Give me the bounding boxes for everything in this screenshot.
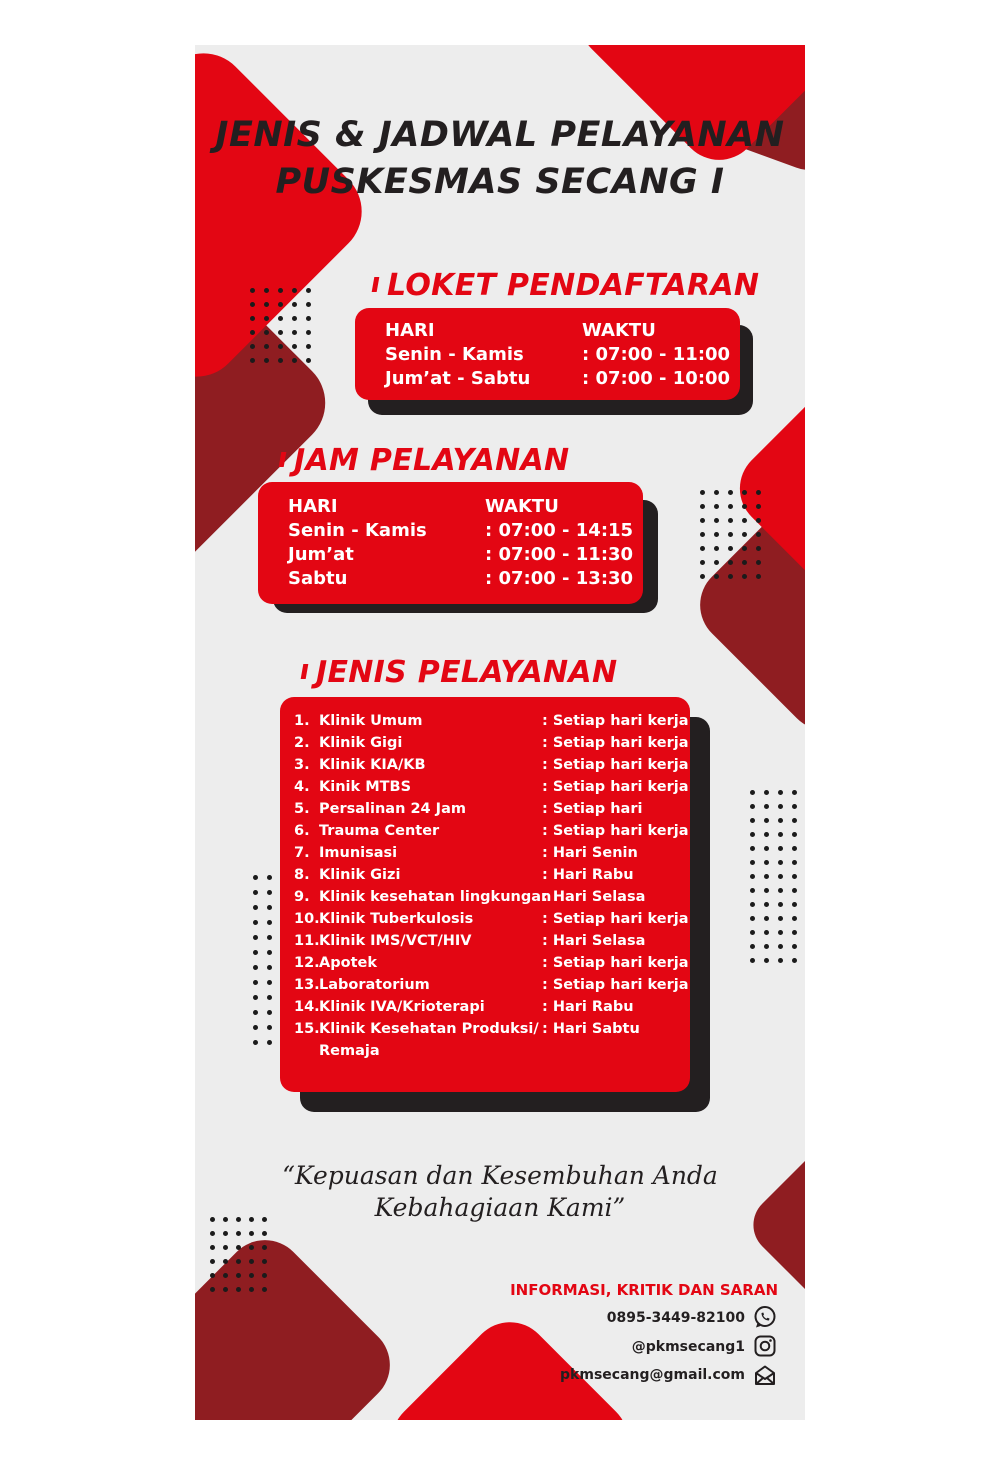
bottom-red-shape: [376, 1306, 645, 1420]
service-schedule: : Setiap hari kerja: [542, 779, 689, 795]
service-schedule: : Setiap hari: [542, 801, 643, 817]
service-name: Persalinan 24 Jam: [319, 801, 466, 817]
service-schedule: : Setiap hari kerja: [542, 735, 689, 751]
contact-heading: INFORMASI, KRITIK DAN SARAN: [510, 1281, 778, 1299]
service-schedule: : Setiap hari kerja: [542, 911, 689, 927]
dot-grid: [250, 288, 320, 372]
service-no: 6.: [294, 823, 310, 839]
service-name-cont: Remaja: [319, 1043, 380, 1059]
poster: [195, 45, 805, 1420]
service-no: 7.: [294, 845, 310, 861]
service-name: Klinik IVA/Krioterapi: [319, 999, 485, 1015]
service-no: 2.: [294, 735, 310, 751]
service-name: Klinik KIA/KB: [319, 757, 426, 773]
service-schedule: : Setiap hari kerja: [542, 955, 689, 971]
jam-heading: [280, 443, 569, 478]
loket-row-time: : 07:00 - 10:00: [582, 368, 731, 389]
service-no: 5.: [294, 801, 310, 817]
instagram-icon: [753, 1334, 777, 1358]
service-name: Klinik Kesehatan Produksi/: [319, 1021, 539, 1037]
loket-row-day: Jum’at - Sabtu: [385, 368, 531, 389]
jam-col-time: WAKTU: [485, 496, 559, 517]
page-title-line2: PUSKESMAS SECANG I: [275, 162, 725, 202]
service-schedule: : Setiap hari kerja: [542, 977, 689, 993]
service-name: Klinik kesehatan lingkungan: [319, 889, 552, 905]
jam-col-day: HARI: [288, 496, 338, 517]
service-name: Kinik MTBS: [319, 779, 412, 795]
contact-instagram: @pkmsecang1: [631, 1339, 745, 1355]
service-schedule: : Hari Selasa: [542, 933, 646, 949]
jenis-card: [280, 697, 690, 1092]
whatsapp-icon: [753, 1305, 777, 1329]
service-schedule: : Hari Sabtu: [542, 1021, 640, 1037]
loket-row-day: Senin - Kamis: [385, 344, 524, 365]
contact-phone: 0895-3449-82100: [606, 1310, 745, 1326]
loket-heading: [373, 268, 759, 303]
jam-row-time: : 07:00 - 14:15: [485, 520, 634, 541]
jam-row-day: Senin - Kamis: [288, 520, 427, 541]
jam-row-day: Sabtu: [288, 568, 348, 589]
dot-grid: [253, 875, 281, 1055]
service-no: 11.: [294, 933, 320, 949]
service-schedule: : Setiap hari kerja: [542, 757, 689, 773]
service-name: Klinik Tuberkulosis: [319, 911, 474, 927]
service-schedule: : Hari Senin: [542, 845, 638, 861]
quote-line2: Kebahagiaan Kami”: [374, 1193, 626, 1222]
loket-col-day: HARI: [385, 320, 435, 341]
service-schedule: : Hari Selasa: [542, 889, 646, 905]
jenis-heading-text: JENIS PELAYANAN: [316, 655, 618, 690]
service-name: Laboratorium: [319, 977, 430, 993]
service-no: 10.: [294, 911, 320, 927]
jam-row-time: : 07:00 - 11:30: [485, 544, 634, 565]
quote-line1: “Kepuasan dan Kesembuhan Anda: [282, 1161, 718, 1190]
heading-bar: [279, 452, 287, 467]
loket-card: [355, 308, 740, 400]
service-schedule: : Setiap hari kerja: [542, 713, 689, 729]
service-schedule: : Hari Rabu: [542, 867, 634, 883]
heading-bar: [372, 277, 380, 292]
service-name: Trauma Center: [319, 823, 440, 839]
service-name: Klinik Gigi: [319, 735, 403, 751]
jam-row-day: Jum’at: [288, 544, 354, 565]
service-name: Apotek: [319, 955, 377, 971]
jam-row-time: : 07:00 - 13:30: [485, 568, 634, 589]
mail-icon: [753, 1363, 777, 1387]
jam-heading-text: JAM PELAYANAN: [294, 443, 570, 478]
service-no: 3.: [294, 757, 310, 773]
heading-bar: [301, 664, 309, 679]
service-schedule: : Setiap hari kerja: [542, 823, 689, 839]
service-no: 12.: [294, 955, 320, 971]
service-name: Imunisasi: [319, 845, 398, 861]
service-no: 1.: [294, 713, 310, 729]
service-name: Klinik IMS/VCT/HIV: [319, 933, 472, 949]
loket-heading-text: LOKET PENDAFTARAN: [387, 268, 760, 303]
service-name: Klinik Umum: [319, 713, 423, 729]
loket-row-time: : 07:00 - 11:00: [582, 344, 731, 365]
contact-email: pkmsecang@gmail.com: [560, 1367, 745, 1383]
service-no: 4.: [294, 779, 310, 795]
service-no: 8.: [294, 867, 310, 883]
loket-col-time: WAKTU: [582, 320, 656, 341]
service-name: Klinik Gizi: [319, 867, 401, 883]
page-title-line1: JENIS & JADWAL PELAYANAN: [215, 115, 785, 155]
jenis-heading: [302, 655, 617, 690]
dot-grid: [750, 790, 805, 972]
service-no: 9.: [294, 889, 310, 905]
jam-card: [258, 482, 643, 604]
service-no: 14.: [294, 999, 320, 1015]
service-schedule: : Hari Rabu: [542, 999, 634, 1015]
dot-grid: [210, 1217, 275, 1301]
service-no: 15.: [294, 1021, 320, 1037]
service-no: 13.: [294, 977, 320, 993]
dot-grid: [700, 490, 770, 588]
